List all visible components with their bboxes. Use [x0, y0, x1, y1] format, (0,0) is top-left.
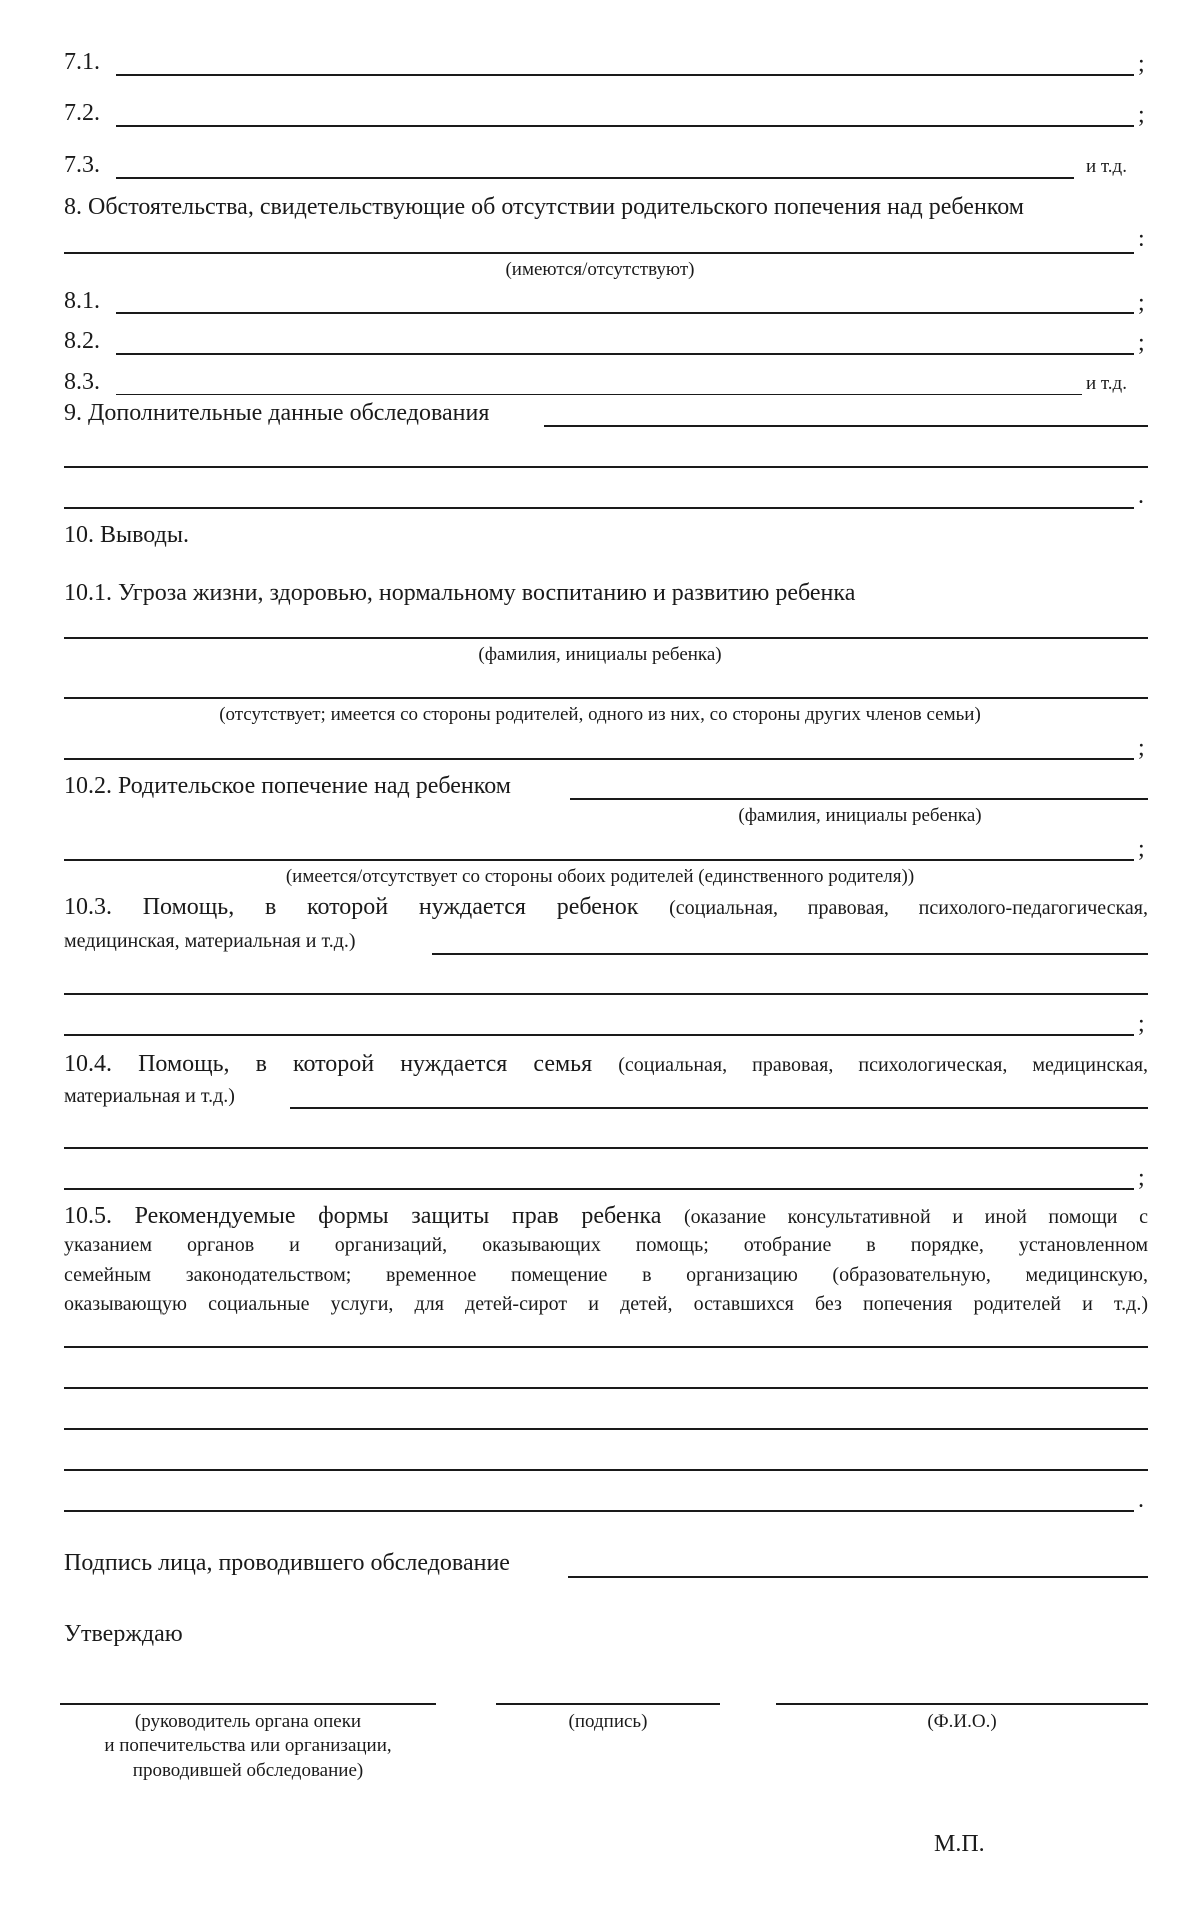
section-8-hint: (имеются/отсутствуют) — [505, 259, 695, 280]
item-7-2-field[interactable] — [116, 125, 1134, 127]
etc-text: и т.д. — [1086, 373, 1127, 394]
section-10-3-line-2: медицинская, материальная и т.д.) — [64, 930, 356, 952]
section-9-field-3[interactable] — [64, 507, 1134, 509]
item-8-2-label: 8.2. — [64, 328, 100, 354]
section-9-field-2[interactable] — [64, 466, 1148, 468]
section-10-4-field-2[interactable] — [64, 1147, 1148, 1149]
section-10-3-field-3[interactable] — [64, 1034, 1134, 1036]
head-position-hint-2: и попечительства или организации, — [104, 1735, 392, 1756]
section-10-1-threat-hint: (отсутствует; имеется со стороны родителей, одного из них, со стороны других членов семьи) — [219, 704, 981, 725]
section-10-2-name-hint: (фамилия, инициалы ребенка) — [738, 805, 982, 826]
section-10-5-field-4[interactable] — [64, 1469, 1148, 1471]
signature-field[interactable] — [568, 1576, 1148, 1578]
item-7-2-label: 7.2. — [64, 100, 100, 126]
section-10-3-field-2[interactable] — [64, 993, 1148, 995]
section-10-1-text: 10.1. Угроза жизни, здоровью, нормальному воспитанию и развитию ребенка — [64, 580, 856, 606]
head-position-field[interactable] — [60, 1703, 436, 1705]
semicolon: ; — [1138, 102, 1145, 128]
period: . — [1138, 1487, 1144, 1513]
section-8-field[interactable] — [64, 252, 1134, 254]
head-signature-hint: (подпись) — [568, 1711, 648, 1732]
item-8-3-label: 8.3. — [64, 369, 100, 395]
section-10-5-field-5[interactable] — [64, 1510, 1134, 1512]
section-9-heading: 9. Дополнительные данные обследования — [64, 400, 490, 426]
approve-label: Утверждаю — [64, 1621, 183, 1647]
head-position-hint-1: (руководитель органа опеки — [134, 1711, 362, 1732]
section-10-1-name-hint: (фамилия, инициалы ребенка) — [478, 644, 722, 665]
section-10-4-field-1[interactable] — [290, 1107, 1148, 1109]
section-10-4-line-1 — [64, 1050, 1148, 1078]
head-fio-field[interactable] — [776, 1703, 1148, 1705]
head-signature-field[interactable] — [496, 1703, 720, 1705]
section-10-5-label: 10.5. Рекомендуемые формы защиты прав ребенка — [64, 1203, 662, 1229]
section-10-5-line-4: оказывающую социальные услуги, для детей-сирот и детей, оставшихся без попечения родителей и т.д.) — [64, 1293, 1148, 1315]
item-7-1-label: 7.1. — [64, 49, 100, 75]
head-position-hint-3: проводившей обследование) — [132, 1760, 364, 1781]
section-10-3-line-1 — [64, 893, 1148, 921]
section-10-4-options: (социальная, правовая, психологическая, медицинская, — [618, 1054, 1149, 1076]
section-10-heading: 10. Выводы. — [64, 522, 189, 548]
section-10-2-name-field[interactable] — [570, 798, 1148, 800]
section-10-5-line-1 — [64, 1202, 1148, 1230]
section-10-2-text: 10.2. Родительское попечение над ребенком — [64, 773, 511, 799]
section-10-1-threat-field[interactable] — [64, 697, 1148, 699]
semicolon: ; — [1138, 290, 1145, 316]
semicolon: ; — [1138, 735, 1145, 761]
stamp-place-label: М.П. — [934, 1831, 985, 1857]
signature-label: Подпись лица, проводившего обследование — [64, 1550, 510, 1576]
colon: : — [1138, 226, 1145, 252]
section-10-5-field-3[interactable] — [64, 1428, 1148, 1430]
semicolon: ; — [1138, 51, 1145, 77]
section-8-heading: 8. Обстоятельства, свидетельствующие об отсутствии родительского попечения над ребенком — [64, 194, 1024, 220]
section-10-4-field-3[interactable] — [64, 1188, 1134, 1190]
item-8-2-field[interactable] — [116, 353, 1134, 355]
semicolon: ; — [1138, 330, 1145, 356]
section-10-2-care-field[interactable] — [64, 859, 1134, 861]
section-9-field-1[interactable] — [544, 425, 1148, 427]
section-10-5-line-1-rest: (оказание консультативной и иной помощи с — [683, 1206, 1148, 1228]
semicolon: ; — [1138, 1011, 1145, 1037]
section-10-4-label: 10.4. Помощь, в которой нуждается семья — [64, 1051, 593, 1077]
section-10-3-label: 10.3. Помощь, в которой нуждается ребенок — [64, 894, 639, 920]
section-10-4-line-2: материальная и т.д.) — [64, 1085, 235, 1107]
item-8-3-field[interactable] — [116, 394, 1082, 395]
item-8-1-label: 8.1. — [64, 288, 100, 314]
head-fio-hint: (Ф.И.О.) — [927, 1711, 997, 1732]
semicolon: ; — [1138, 836, 1145, 862]
semicolon: ; — [1138, 1165, 1145, 1191]
section-10-1-extra-field[interactable] — [64, 758, 1134, 760]
section-10-3-options: (социальная, правовая, психолого-педагогическая, — [669, 897, 1149, 919]
section-10-5-line-2: указанием органов и организаций, оказывающих помощь; отобрание в порядке, установленном — [64, 1234, 1148, 1256]
item-7-3-label: 7.3. — [64, 152, 100, 178]
section-10-1-name-field[interactable] — [64, 637, 1148, 639]
section-10-5-field-1[interactable] — [64, 1346, 1148, 1348]
section-10-3-field-1[interactable] — [432, 953, 1148, 955]
etc-text: и т.д. — [1086, 156, 1127, 177]
item-7-1-field[interactable] — [116, 74, 1134, 76]
item-8-1-field[interactable] — [116, 312, 1134, 314]
section-10-5-field-2[interactable] — [64, 1387, 1148, 1389]
item-7-3-field[interactable] — [116, 177, 1074, 179]
section-10-5-line-3: семейным законодательством; временное помещение в организацию (образовательную, медицинскую, — [64, 1264, 1148, 1286]
period: . — [1138, 483, 1144, 509]
section-10-2-care-hint: (имеется/отсутствует со стороны обоих родителей (единственного родителя)) — [285, 866, 915, 887]
